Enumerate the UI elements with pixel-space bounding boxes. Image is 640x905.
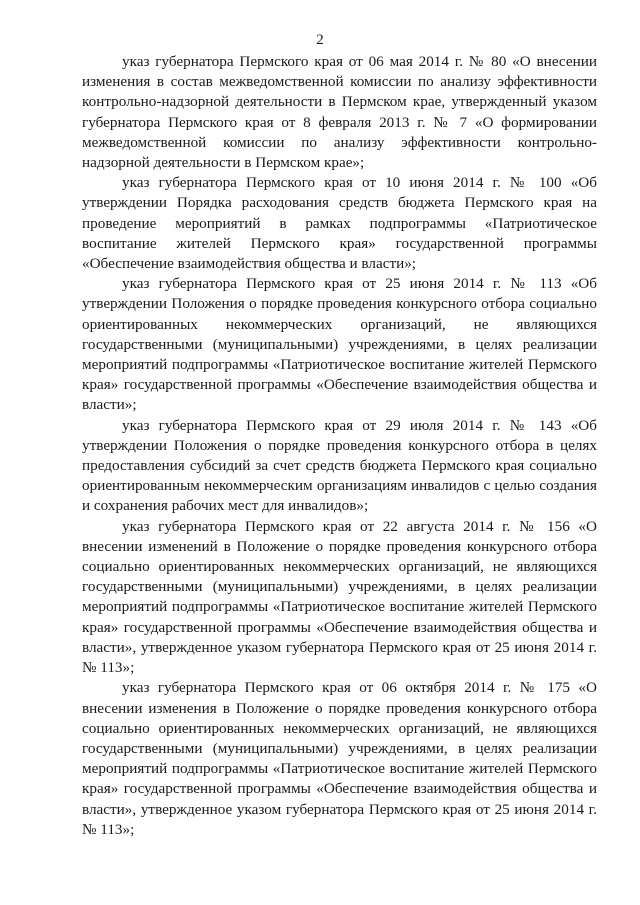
decree-paragraph-2: указ губернатора Пермского края от 10 июня 2014 г. № 100 «Об утверждении Порядка расходования средств бюджета Пермского края на проведение мероприятий в рамках подпрограммы «Патриотическое воспитание жителей Пермского края» государственной программы «Обеспечение взаимодействия общества и власти»;: [82, 174, 597, 273]
decree-paragraph-4: указ губернатора Пермского края от 29 июля 2014 г. № 143 «Об утверждении Положения о порядке проведения конкурсного отбора в целях предоставления субсидий за счет средств бюджета Пермского края социально ориентированным некоммерческим организациям инвалидов с целью создания и сохранения рабочих мест для инвалидов»;: [82, 416, 597, 515]
decree-paragraph-1: указ губернатора Пермского края от 06 мая 2014 г. № 80 «О внесении изменения в состав межведомственной комиссии по анализу эффективности контрольно-надзорной деятельности в Пермском крае, утвержденный указом губернатора Пермского края от 8 февраля 2013 г. № 7 «О формировании межведомственной комиссии по анализу эффективности контрольно-надзорной деятельности в Пермском крае»;: [82, 53, 597, 172]
decree-paragraph-3: указ губернатора Пермского края от 25 июня 2014 г. № 113 «Об утверждении Положения о порядке проведения конкурсного отбора социально ориентированных некоммерческих организаций, не являющихся государственными (муниципальными) учреждениями, в целях реализации мероприятий подпрограммы «Патриотическое воспитание жителей Пермского края» государственной программы «Обеспечение взаимодействия общества и власти»;: [82, 275, 597, 414]
document-body: [82, 52, 597, 840]
page-number: 2: [316, 32, 324, 48]
decree-paragraph-6: указ губернатора Пермского края от 06 октября 2014 г. № 175 «О внесении изменения в Положение о порядке проведения конкурсного отбора социально ориентированных некоммерческих организаций, не являющихся государственными (муниципальными) учреждениями, в целях реализации мероприятий подпрограммы «Патриотическое воспитание жителей Пермского края» государственной программы «Обеспечение взаимодействия общества и власти», утвержденное указом губернатора Пермского края от 25 июня 2014 г. № 113»;: [82, 679, 597, 838]
decree-paragraph-5: указ губернатора Пермского края от 22 августа 2014 г. № 156 «О внесении изменений в Положение о порядке проведения конкурсного отбора социально ориентированных некоммерческих организаций, не являющихся государственными (муниципальными) учреждениями, в целях реализации мероприятий подпрограммы «Патриотическое воспитание жителей Пермского края» государственной программы «Обеспечение взаимодействия общества и власти», утвержденное указом губернатора Пермского края от 25 июня 2014 г. № 113»;: [82, 517, 597, 677]
